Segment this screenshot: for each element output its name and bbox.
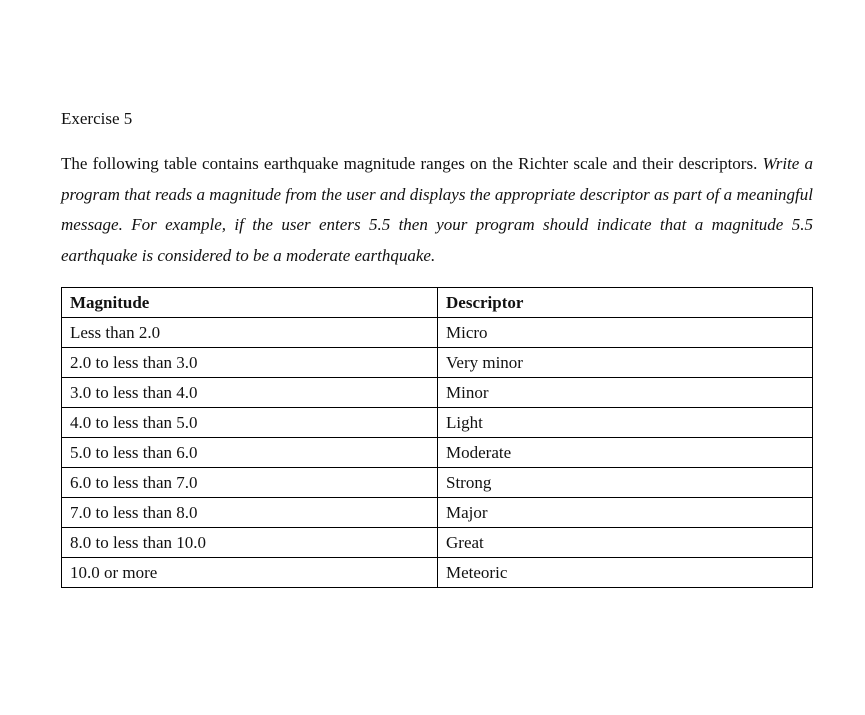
descriptor-cell: Strong	[438, 468, 813, 498]
table-row	[62, 378, 813, 408]
magnitude-cell: 5.0 to less than 6.0	[62, 438, 438, 468]
table-row	[62, 348, 813, 378]
descriptor-cell: Light	[438, 408, 813, 438]
description-italic-text: Write a program that reads a magnitude from the user and displays the appropriate descriptor as part of a meaningful message. For example, if the user enters 5.5 then your program should indicate that a magnitude 5.5 earthquake is considered to be a moderate earthquake.	[61, 154, 813, 265]
magnitude-descriptor-table	[61, 287, 813, 588]
table-row	[62, 528, 813, 558]
magnitude-cell: Less than 2.0	[62, 318, 438, 348]
descriptor-cell: Very minor	[438, 348, 813, 378]
descriptor-cell: Minor	[438, 378, 813, 408]
magnitude-cell: 10.0 or more	[62, 558, 438, 588]
descriptor-cell: Great	[438, 528, 813, 558]
magnitude-cell: 7.0 to less than 8.0	[62, 498, 438, 528]
table-row	[62, 318, 813, 348]
descriptor-cell: Meteoric	[438, 558, 813, 588]
header-magnitude: Magnitude	[62, 288, 438, 318]
table-row	[62, 558, 813, 588]
exercise-description	[61, 149, 813, 271]
magnitude-cell: 3.0 to less than 4.0	[62, 378, 438, 408]
descriptor-cell: Micro	[438, 318, 813, 348]
description-plain-text: The following table contains earthquake magnitude ranges on the Richter scale and their descriptors.	[61, 154, 758, 173]
descriptor-cell: Moderate	[438, 438, 813, 468]
table-row	[62, 438, 813, 468]
magnitude-cell: 6.0 to less than 7.0	[62, 468, 438, 498]
table-row	[62, 498, 813, 528]
magnitude-cell: 2.0 to less than 3.0	[62, 348, 438, 378]
descriptor-cell: Major	[438, 498, 813, 528]
table-header-row	[62, 288, 813, 318]
exercise-heading: Exercise 5	[61, 109, 133, 128]
header-descriptor: Descriptor	[438, 288, 813, 318]
table-row	[62, 468, 813, 498]
magnitude-cell: 4.0 to less than 5.0	[62, 408, 438, 438]
table-row	[62, 408, 813, 438]
magnitude-cell: 8.0 to less than 10.0	[62, 528, 438, 558]
